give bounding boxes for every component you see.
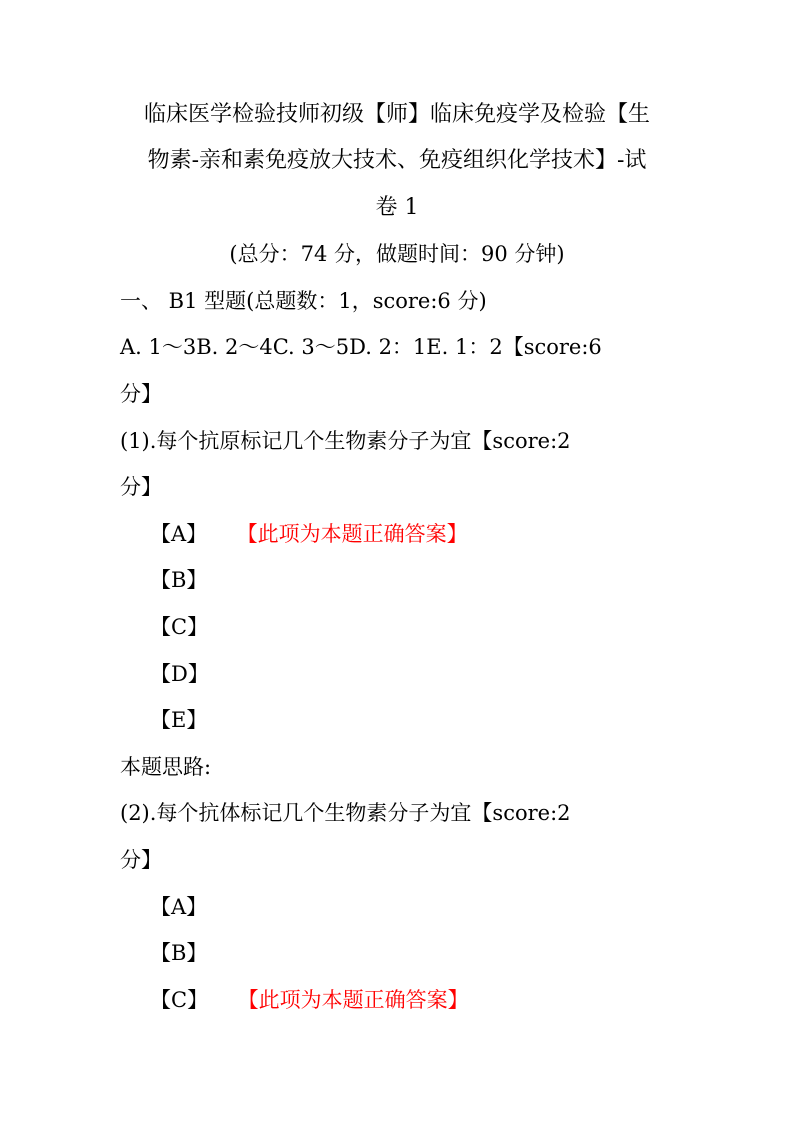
question-1-line-2: 分】 — [120, 475, 162, 499]
correct-answer-note: 【此项为本题正确答案】 — [247, 522, 468, 546]
option-label: 【E】 — [150, 708, 208, 732]
option-label: 【A】 — [150, 522, 208, 546]
shared-options-line-2: 分】 — [120, 382, 162, 406]
question-2-line-2: 分】 — [120, 848, 162, 872]
title-line-2: 物素-亲和素免疫放大技术、免疫组织化学技术】-试 — [147, 148, 647, 173]
option-label: 【B】 — [150, 941, 208, 965]
section-heading: 一、 B1 型题(总题数：1，score:6 分) — [120, 289, 487, 313]
question-2-option-b — [150, 939, 207, 967]
question-1-option-b — [150, 566, 207, 594]
option-label: 【A】 — [150, 895, 208, 919]
option-label: 【B】 — [150, 568, 208, 592]
title-line-1: 临床医学检验技师初级【师】临床免疫学及检验【生 — [143, 102, 650, 127]
question-1-option-a — [150, 520, 468, 548]
option-label: 【C】 — [150, 988, 209, 1012]
question-1-line-1: (1).每个抗原标记几个生物素分子为宜【score:2 — [120, 429, 571, 453]
title-line-3: 卷 1 — [375, 195, 419, 220]
option-label: 【D】 — [150, 662, 209, 686]
question-1-option-d — [150, 660, 209, 688]
question-1-option-e — [150, 706, 207, 734]
correct-answer-note: 【此项为本题正确答案】 — [248, 988, 469, 1012]
question-2-option-c — [150, 986, 469, 1014]
shared-options-line-1: A. 1～3B. 2～4C. 3～5D. 2：1E. 1：2【score:6 — [120, 335, 602, 359]
question-1-option-c — [150, 613, 208, 641]
option-label: 【C】 — [150, 615, 209, 639]
question-2-option-a — [150, 893, 207, 921]
question-1-explanation-label: 本题思路: — [120, 755, 212, 779]
exam-summary: (总分：74 分，做题时间：90 分钟) — [229, 242, 565, 266]
question-2-line-1: (2).每个抗体标记几个生物素分子为宜【score:2 — [120, 801, 571, 825]
